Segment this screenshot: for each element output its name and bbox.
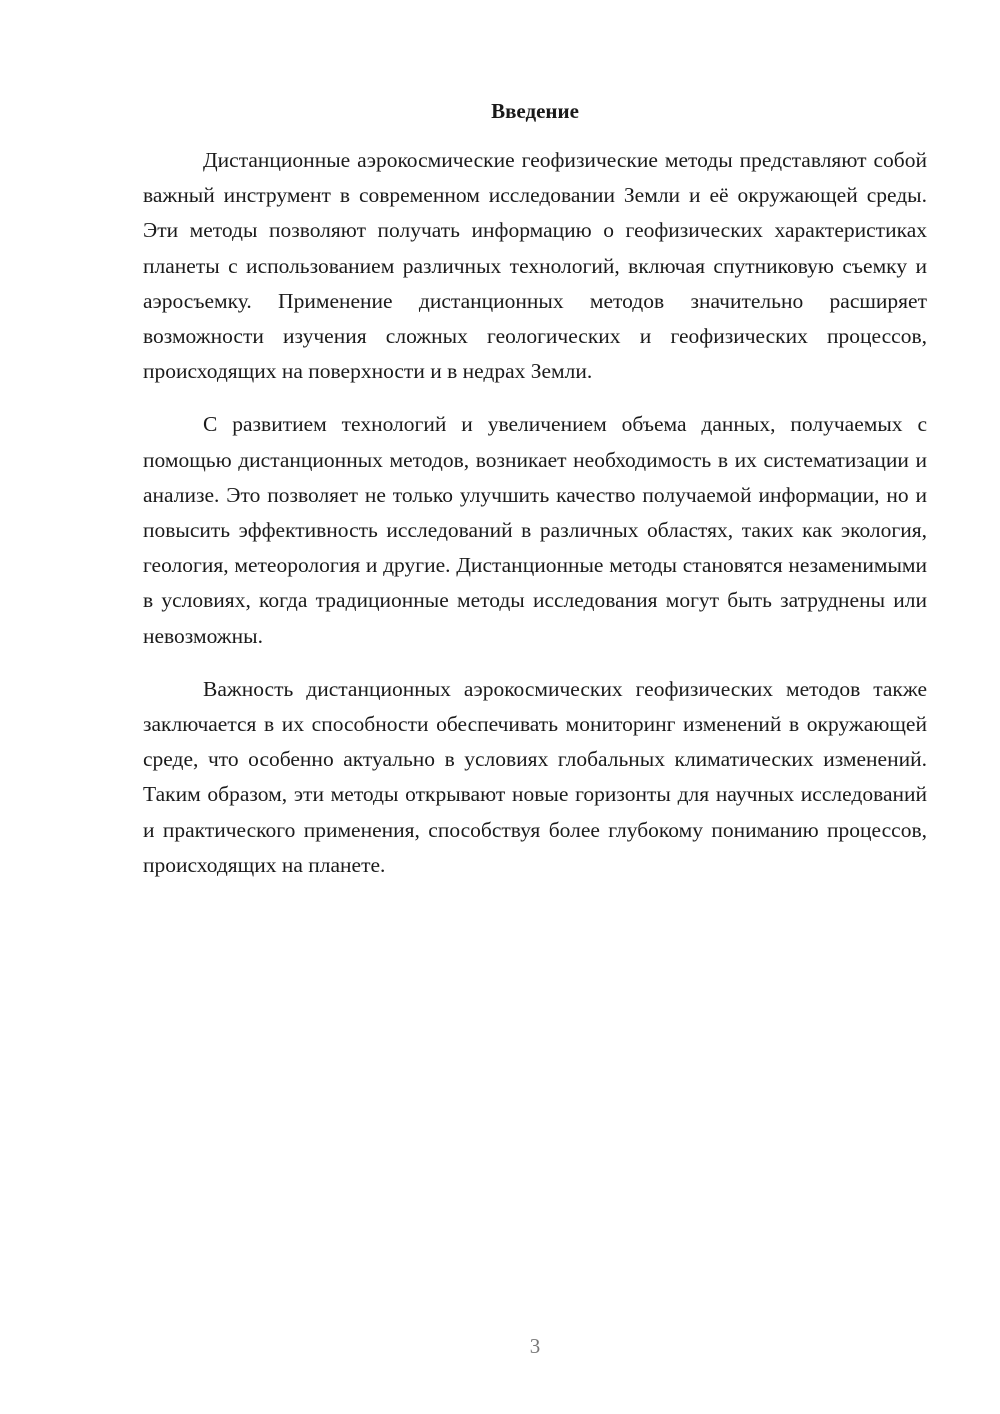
paragraph: Важность дистанционных аэрокосмических геофизических методов также заключается в их способности обеспечивать мониторинг изменений в окружающей среде, что особенно актуально в условиях глобальных климатических изменений. Таким образом, эти методы открывают новые горизонты для научных исследований и практического применения, способствуя более глубокому пониманию процессов, происходящих на планете. — [143, 676, 927, 877]
body-text — [143, 143, 927, 901]
section-heading: Введение — [491, 99, 579, 123]
paragraph: С развитием технологий и увеличением объема данных, получаемых с помощью дистанционных методов, возникает необходимость в их систематизации и анализе. Это позволяет не только улучшить качество получаемой информации, но и повысить эффективность исследований в различных областях, таких как экология, геология, метеорология и другие. Дистанционные методы становятся незаменимыми в условиях, когда традиционные методы исследования могут быть затруднены или невозможны. — [143, 412, 927, 648]
page-number: 3 — [529, 1334, 541, 1358]
paragraph: Дистанционные аэрокосмические геофизические методы представляют собой важный инструмент в современном исследовании Земли и её окружающей среды. Эти методы позволяют получать информацию о геофизических характеристиках планеты с использованием различных технологий, включая спутниковую съемку и аэросъемку. Применение дистанционных методов значительно расширяет возможности изучения сложных геологических и геофизических процессов, происходящих на поверхности и в недрах Земли. — [143, 148, 927, 384]
